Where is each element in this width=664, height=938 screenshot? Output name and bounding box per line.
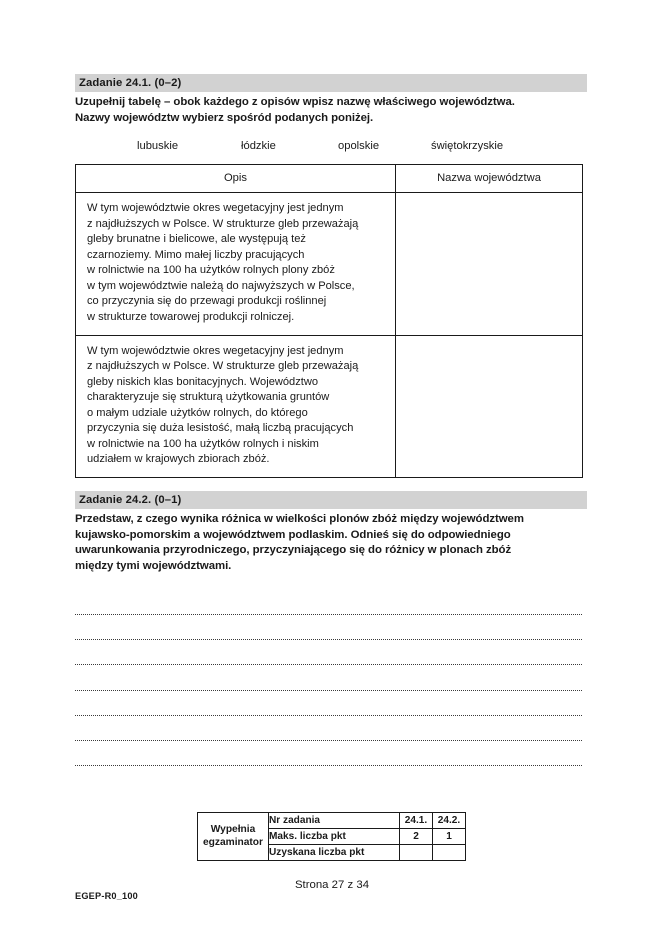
task-24-1-instruction-line-1: Uzupełnij tabelę – obok każdego z opisów wpisz nazwę właściwego województwa. [75, 96, 515, 108]
description-1-line-5: w rolnictwie na 100 ha użytków rolnych plony zbóż [87, 264, 335, 277]
table-row [76, 335, 583, 477]
examiner-label-nr-zadania: Nr zadania [269, 813, 400, 829]
answer-cell-1[interactable] [396, 193, 583, 335]
examiner-table-wrapper [197, 812, 466, 861]
answer-line[interactable] [75, 589, 582, 614]
answer-line[interactable] [75, 615, 582, 640]
task-24-2-instruction-line-3: uwarunkowania przyrodniczego, przyczyniającego się do różnicy w plonach zbóż [75, 544, 512, 557]
sheet-code-footer: EGEP-R0_100 [75, 891, 138, 901]
description-cell-1 [76, 193, 396, 335]
description-2-line-1: W tym województwie okres wegetacyjny jest jednym [87, 344, 344, 357]
examiner-score-table [197, 812, 466, 861]
descriptions-table [75, 164, 583, 478]
answer-line[interactable] [75, 716, 582, 741]
description-2-line-5: o małym udziale użytków rolnych, do którego [87, 406, 308, 419]
description-1-line-1: W tym województwie okres wegetacyjny jest jednym [87, 202, 344, 215]
examiner-task-number-24-1: 24.1. [400, 813, 433, 829]
description-2-line-6: przyczynia się duża lesistość, małą liczbą pracujących [87, 422, 354, 435]
description-1-line-7: co przyczynia się do przewagi produkcji roślinnej [87, 295, 327, 308]
examiner-label-maks-liczba-pkt: Maks. liczba pkt [269, 829, 400, 845]
task-24-1-header: Zadanie 24.1. (0–2) [75, 74, 587, 92]
examiner-max-points-24-2: 1 [433, 829, 466, 845]
answer-line[interactable] [75, 665, 582, 690]
examiner-obtained-points-24-1[interactable] [400, 845, 433, 861]
examiner-fills-label-line-2: egzaminator [202, 836, 263, 848]
word-bank-option-lubuskie: lubuskie [137, 140, 179, 153]
task-24-2-instruction-line-4: między tymi województwami. [75, 559, 232, 572]
task-24-1-instruction [75, 95, 587, 126]
word-bank-option-swietokrzyskie: świętokrzyskie [431, 140, 504, 153]
word-bank-option-opolskie: opolskie [338, 140, 380, 153]
page-content [75, 0, 587, 766]
task-24-2-instruction-line-2: kujawsko-pomorskim a województwem podlaskim. Odnieś się do odpowiedniego [75, 528, 511, 541]
page-number-footer: Strona 27 z 34 [294, 879, 370, 891]
examiner-max-points-24-1: 2 [400, 829, 433, 845]
description-1-line-6: w tym województwie należą do najwyższych w Polsce, [87, 279, 355, 292]
answer-lines [75, 589, 587, 766]
word-bank [75, 140, 587, 152]
description-cell-2 [76, 335, 396, 477]
task-24-2-header: Zadanie 24.2. (0–1) [75, 491, 587, 509]
column-header-nazwa-wojewodztwa: Nazwa województwa [396, 165, 583, 193]
table-header-row [76, 165, 583, 193]
task-24-2-instruction-line-1: Przedstaw, z czego wynika różnica w wielkości plonów zbóż między województwem [75, 512, 524, 525]
task-24-2-instruction [75, 512, 587, 574]
word-bank-option-lodzkie: łódzkie [241, 140, 276, 153]
answer-line[interactable] [75, 741, 582, 766]
examiner-task-number-24-2: 24.2. [433, 813, 466, 829]
description-2-line-2: z najdłuższych w Polsce. W strukturze gleb przeważają [87, 360, 359, 373]
examiner-fills-label [198, 813, 269, 861]
description-2-line-4: charakteryzuje się strukturą użytkowania gruntów [87, 391, 330, 404]
column-header-opis: Opis [76, 165, 396, 193]
task-24-1-instruction-line-2: Nazwy województw wybierz spośród podanych poniżej. [75, 111, 374, 124]
description-1-line-2: z najdłuższych w Polsce. W strukturze gleb przeważają [87, 217, 359, 230]
description-2-line-7: w rolnictwie na 100 ha użytków rolnych i niskim [87, 437, 319, 450]
description-1-line-8: w strukturze towarowej produkcji rolniczej. [87, 311, 295, 324]
answer-line[interactable] [75, 691, 582, 716]
examiner-fills-label-line-1: Wypełnia [210, 824, 256, 835]
description-2-line-3: gleby niskich klas bonitacyjnych. Województwo [87, 375, 319, 388]
examiner-obtained-points-24-2[interactable] [433, 845, 466, 861]
answer-cell-2[interactable] [396, 335, 583, 477]
answer-line[interactable] [75, 640, 582, 665]
description-1-line-4: czarnoziemy. Mimo małej liczby pracujących [87, 248, 305, 261]
examiner-row-task-numbers [198, 813, 466, 829]
table-row [76, 193, 583, 335]
description-2-line-8: udziałem w krajowych zbiorach zbóż. [87, 453, 270, 466]
examiner-label-uzyskana-liczba-pkt: Uzyskana liczba pkt [269, 845, 400, 861]
description-1-line-3: gleby brunatne i bielicowe, ale występują też [87, 233, 306, 246]
